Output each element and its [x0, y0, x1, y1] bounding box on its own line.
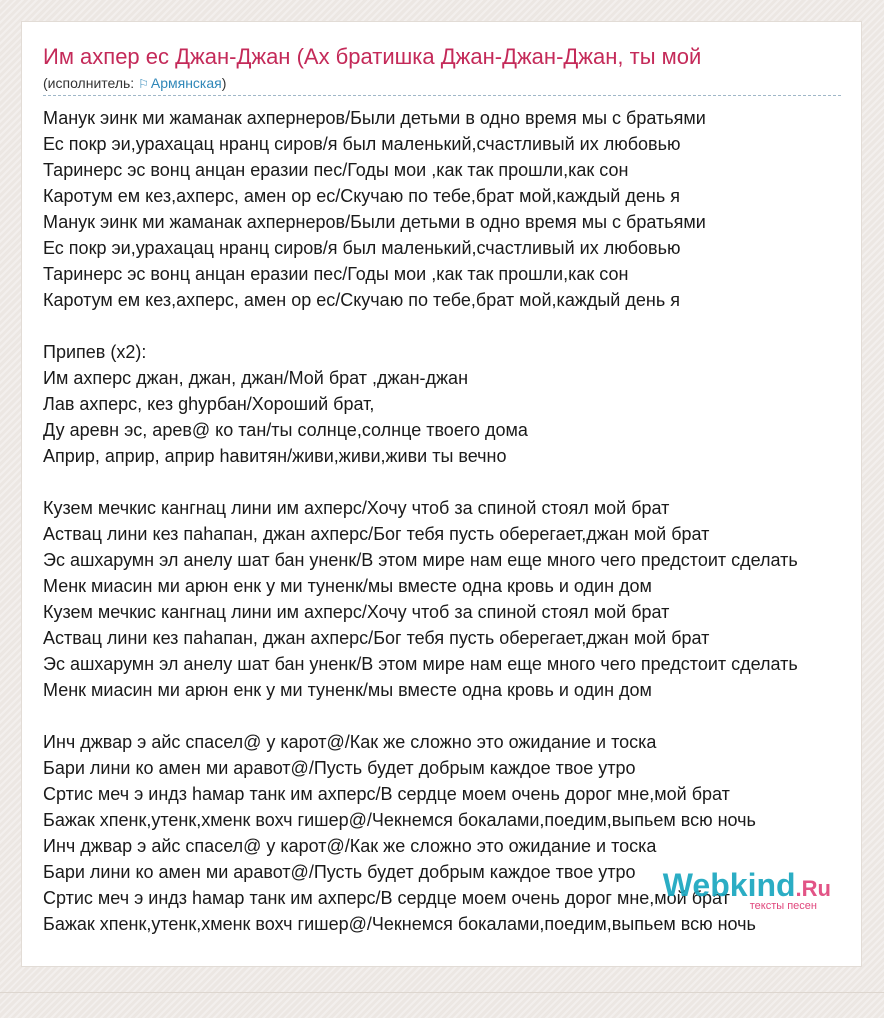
lyric-line: Таринерс эс вонц анцан еразии пес/Годы мои ,как так прошли,как сон — [43, 160, 629, 180]
lyric-line: Лав ахперс, кез ghурбан/Хороший брат, — [43, 394, 375, 414]
artist-link[interactable]: Армянская — [150, 75, 222, 91]
lyrics-stanza — [43, 105, 862, 313]
lyric-line: Кузем мечкис кангнац лини им ахперс/Хочу чтоб за спиной стоял мой брат — [43, 498, 670, 518]
footer-divider — [0, 992, 884, 993]
lyrics-stanza — [43, 339, 862, 469]
lyric-line: Каротум ем кез,ахперс, амен ор ес/Скучаю по тебе,брат мой,каждый день я — [43, 186, 680, 206]
lyric-line: Инч джвар э айс спасел@ у карот@/Как же сложно это ожидание и тоска — [43, 836, 657, 856]
lyric-line: Бажак хпенк,утенк,хменк вохч гишер@/Чекнемся бокалами,поедим,выпьем всю ночь — [43, 810, 756, 830]
lyric-line: Манук эинк ми жаманак ахпернеров/Были детьми в одно время мы с братьями — [43, 212, 706, 232]
artist-prefix: (исполнитель: — [43, 75, 139, 91]
lyric-line: Им ахперс джан, джан, джан/Мой брат ,джан-джан — [43, 368, 469, 388]
lyrics-stanza — [43, 729, 862, 937]
lyric-line: Сртис меч э индз hамар танк им ахперс/В сердце моем очень дорог мне,мой брат — [43, 784, 730, 804]
lyric-line: Ес покр эи,урахацац нранц сиров/я был маленький,счастливый их любовью — [43, 238, 681, 258]
lyric-line: Аствац лини кез паhапан, джан ахперс/Бог тебя пусть оберегает,джан мой брат — [43, 628, 710, 648]
page-title: Им ахпер ес Джан-Джан (Ах братишка Джан-Джан-Джан, ты мой — [43, 44, 702, 69]
lyric-line: Бари лини ко амен ми аравот@/Пусть будет добрым каждое твое утро — [43, 758, 636, 778]
watermark-subtitle: тексты песен — [749, 900, 817, 912]
artist-line — [43, 74, 841, 96]
lyrics-card — [21, 21, 862, 967]
watermark-tld: .Ru — [795, 876, 831, 901]
lyric-line: Бажак хпенк,утенк,хменк вохч гишер@/Чекнемся бокалами,поедим,выпьем всю ночь — [43, 914, 756, 934]
lyric-line: Априр, априр, априр hавитян/живи,живи,живи ты вечно — [43, 446, 507, 466]
lyric-line: Эс ашхарумн эл анелу шат бан уненк/В этом мире нам еще много чего предстоит сделать — [43, 654, 798, 674]
lyric-line: Каротум ем кез,ахперс, амен ор ес/Скучаю по тебе,брат мой,каждый день я — [43, 290, 680, 310]
lyric-line: Манук эинк ми жаманак ахпернеров/Были детьми в одно время мы с братьями — [43, 108, 706, 128]
lyric-line: Менк миасин ми арюн енк у ми туненк/мы вместе одна кровь и один дом — [43, 576, 652, 596]
lyric-line: Аствац лини кез паhапан, джан ахперс/Бог тебя пусть оберегает,джан мой брат — [43, 524, 710, 544]
lyrics-body — [43, 105, 862, 937]
lyric-line: Бари лини ко амен ми аравот@/Пусть будет добрым каждое твое утро — [43, 862, 636, 882]
lyric-line: Сртис меч э индз hамар танк им ахперс/В сердце моем очень дорог мне,мой брат — [43, 888, 730, 908]
lyric-line: Ду аревн эс, арев@ ко тан/ты солнце,солнце твоего дома — [43, 420, 528, 440]
lyric-line: Припев (x2): — [43, 342, 147, 362]
lyric-line: Ес покр эи,урахацац нранц сиров/я был маленький,счастливый их любовью — [43, 134, 681, 154]
watermark-brand: Webkind — [662, 867, 796, 903]
artist-suffix: ) — [221, 75, 227, 91]
lyric-line: Менк миасин ми арюн енк у ми туненк/мы вместе одна кровь и один дом — [43, 680, 652, 700]
lyric-line: Таринерс эс вонц анцан еразии пес/Годы мои ,как так прошли,как сон — [43, 264, 629, 284]
lyric-line: Кузем мечкис кангнац лини им ахперс/Хочу чтоб за спиной стоял мой брат — [43, 602, 670, 622]
lyric-line: Инч джвар э айс спасел@ у карот@/Как же сложно это ожидание и тоска — [43, 732, 657, 752]
flag-icon: ⚐ — [138, 77, 149, 91]
lyrics-stanza — [43, 495, 862, 703]
lyric-line: Эс ашхарумн эл анелу шат бан уненк/В этом мире нам еще много чего предстоит сделать — [43, 550, 798, 570]
